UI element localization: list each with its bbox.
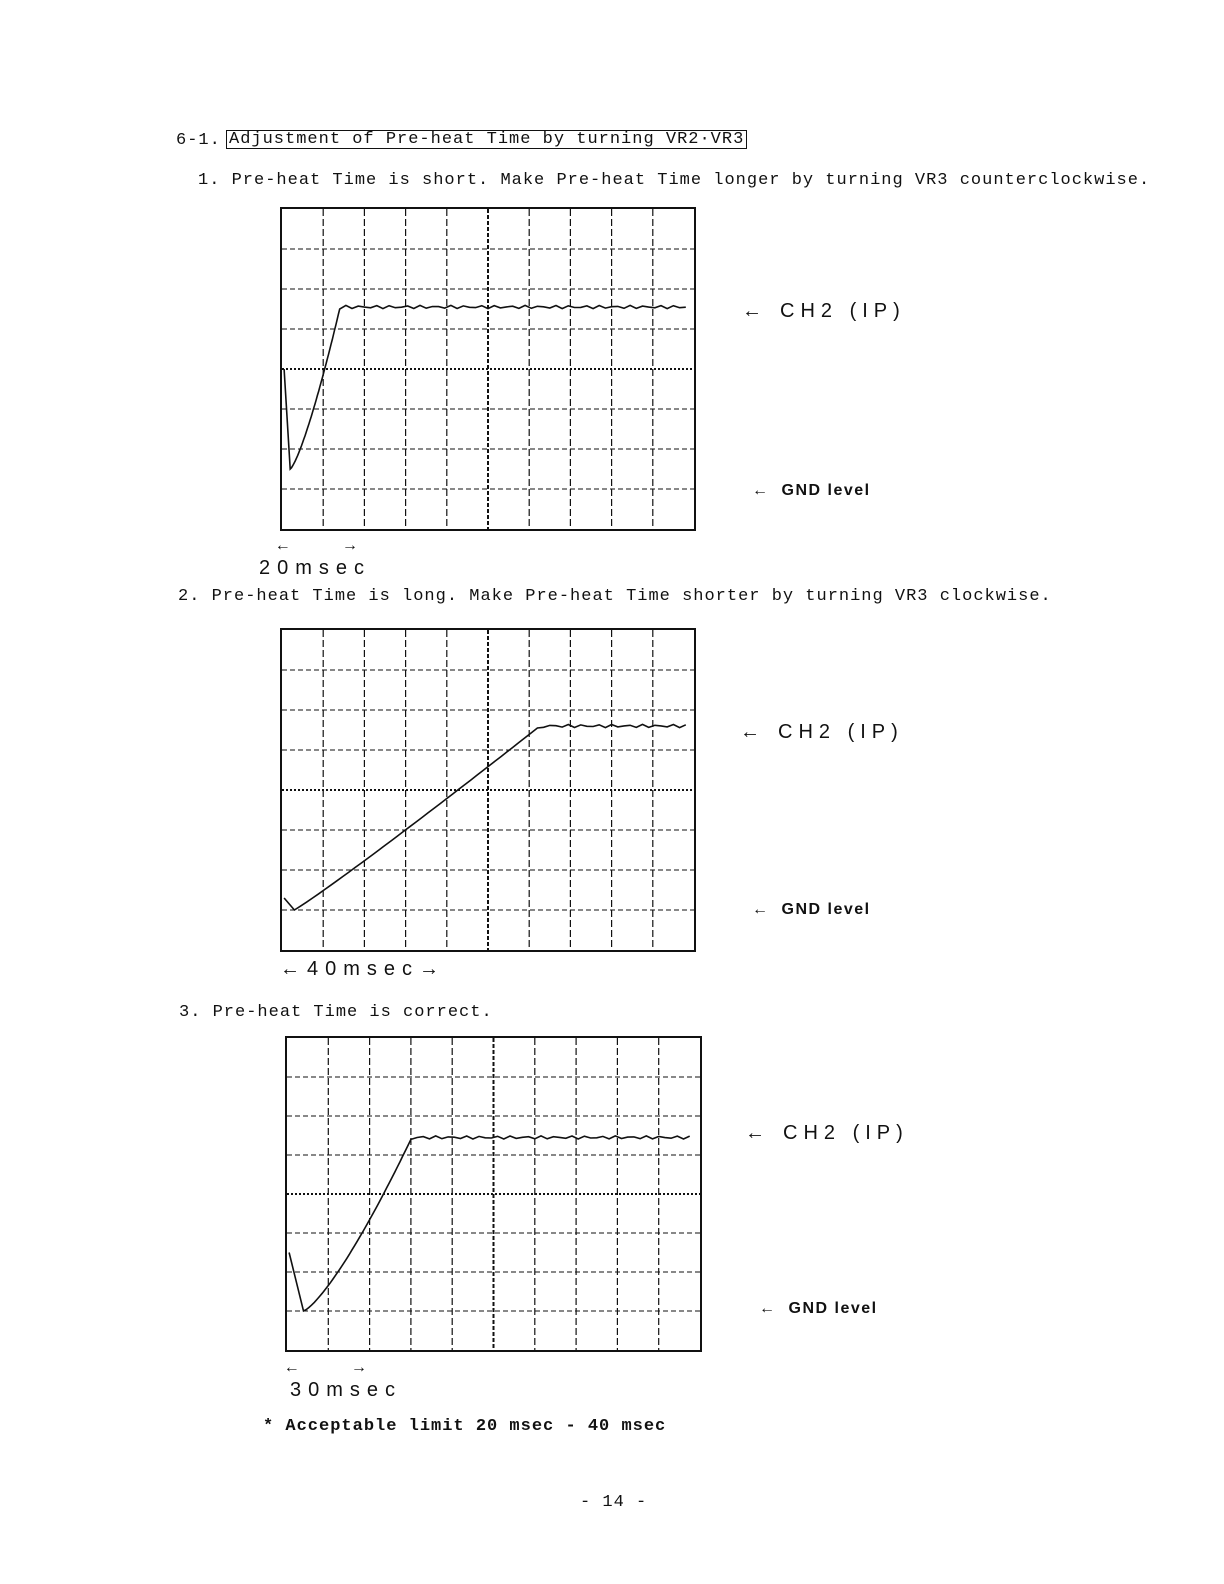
gnd-label-1: ← GND level: [752, 482, 871, 499]
ch2-label-1: ← CH2 (IP): [742, 300, 906, 322]
ch2-trace-line: [284, 305, 686, 469]
item-3-text: 3. Pre-heat Time is correct.: [179, 1003, 493, 1022]
timebase-3: 30msec: [290, 1379, 403, 1401]
left-arrow-icon: ←: [752, 482, 770, 499]
timebase-arrows-1: ← →: [278, 537, 355, 555]
left-arrow-icon: ←: [740, 721, 766, 743]
left-arrow-icon: ←: [742, 300, 768, 322]
gnd-label-3: ← GND level: [759, 1300, 878, 1317]
item-2-text: 2. Pre-heat Time is long. Make Pre-heat Time shorter by turning VR3 clockwise.: [178, 587, 1052, 606]
scope-grid-svg: [282, 209, 694, 529]
oscilloscope-screen-2: [280, 628, 696, 952]
timebase-arrows-3: ← →: [287, 1359, 364, 1377]
page-number: - 14 -: [580, 1493, 648, 1512]
scope-grid-svg: [282, 630, 694, 950]
section-title: Adjustment of Pre-heat Time by turning VR2·VR3: [226, 130, 747, 149]
scope-grid-svg: [287, 1038, 700, 1350]
acceptable-limit-note: * Acceptable limit 20 msec - 40 msec: [263, 1417, 667, 1436]
left-arrow-icon: ←: [752, 901, 770, 918]
oscilloscope-screen-3: [285, 1036, 702, 1352]
ch2-label-3: ← CH2 (IP): [745, 1122, 909, 1144]
gnd-label-2: ← GND level: [752, 901, 871, 918]
ch2-label-2: ← CH2 (IP): [740, 721, 904, 743]
oscilloscope-screen-1: [280, 207, 696, 531]
ch2-trace-line: [289, 1136, 690, 1311]
item-1-text: 1. Pre-heat Time is short. Make Pre-heat Time longer by turning VR3 counterclockwise.: [198, 171, 1151, 190]
ch2-trace-line: [284, 724, 686, 910]
timebase-2: ←40msec→: [280, 958, 447, 980]
timebase-1: 20msec: [259, 557, 372, 579]
section-number: 6-1.: [176, 131, 221, 150]
left-arrow-icon: ←: [759, 1300, 777, 1317]
left-arrow-icon: ←: [745, 1122, 771, 1144]
